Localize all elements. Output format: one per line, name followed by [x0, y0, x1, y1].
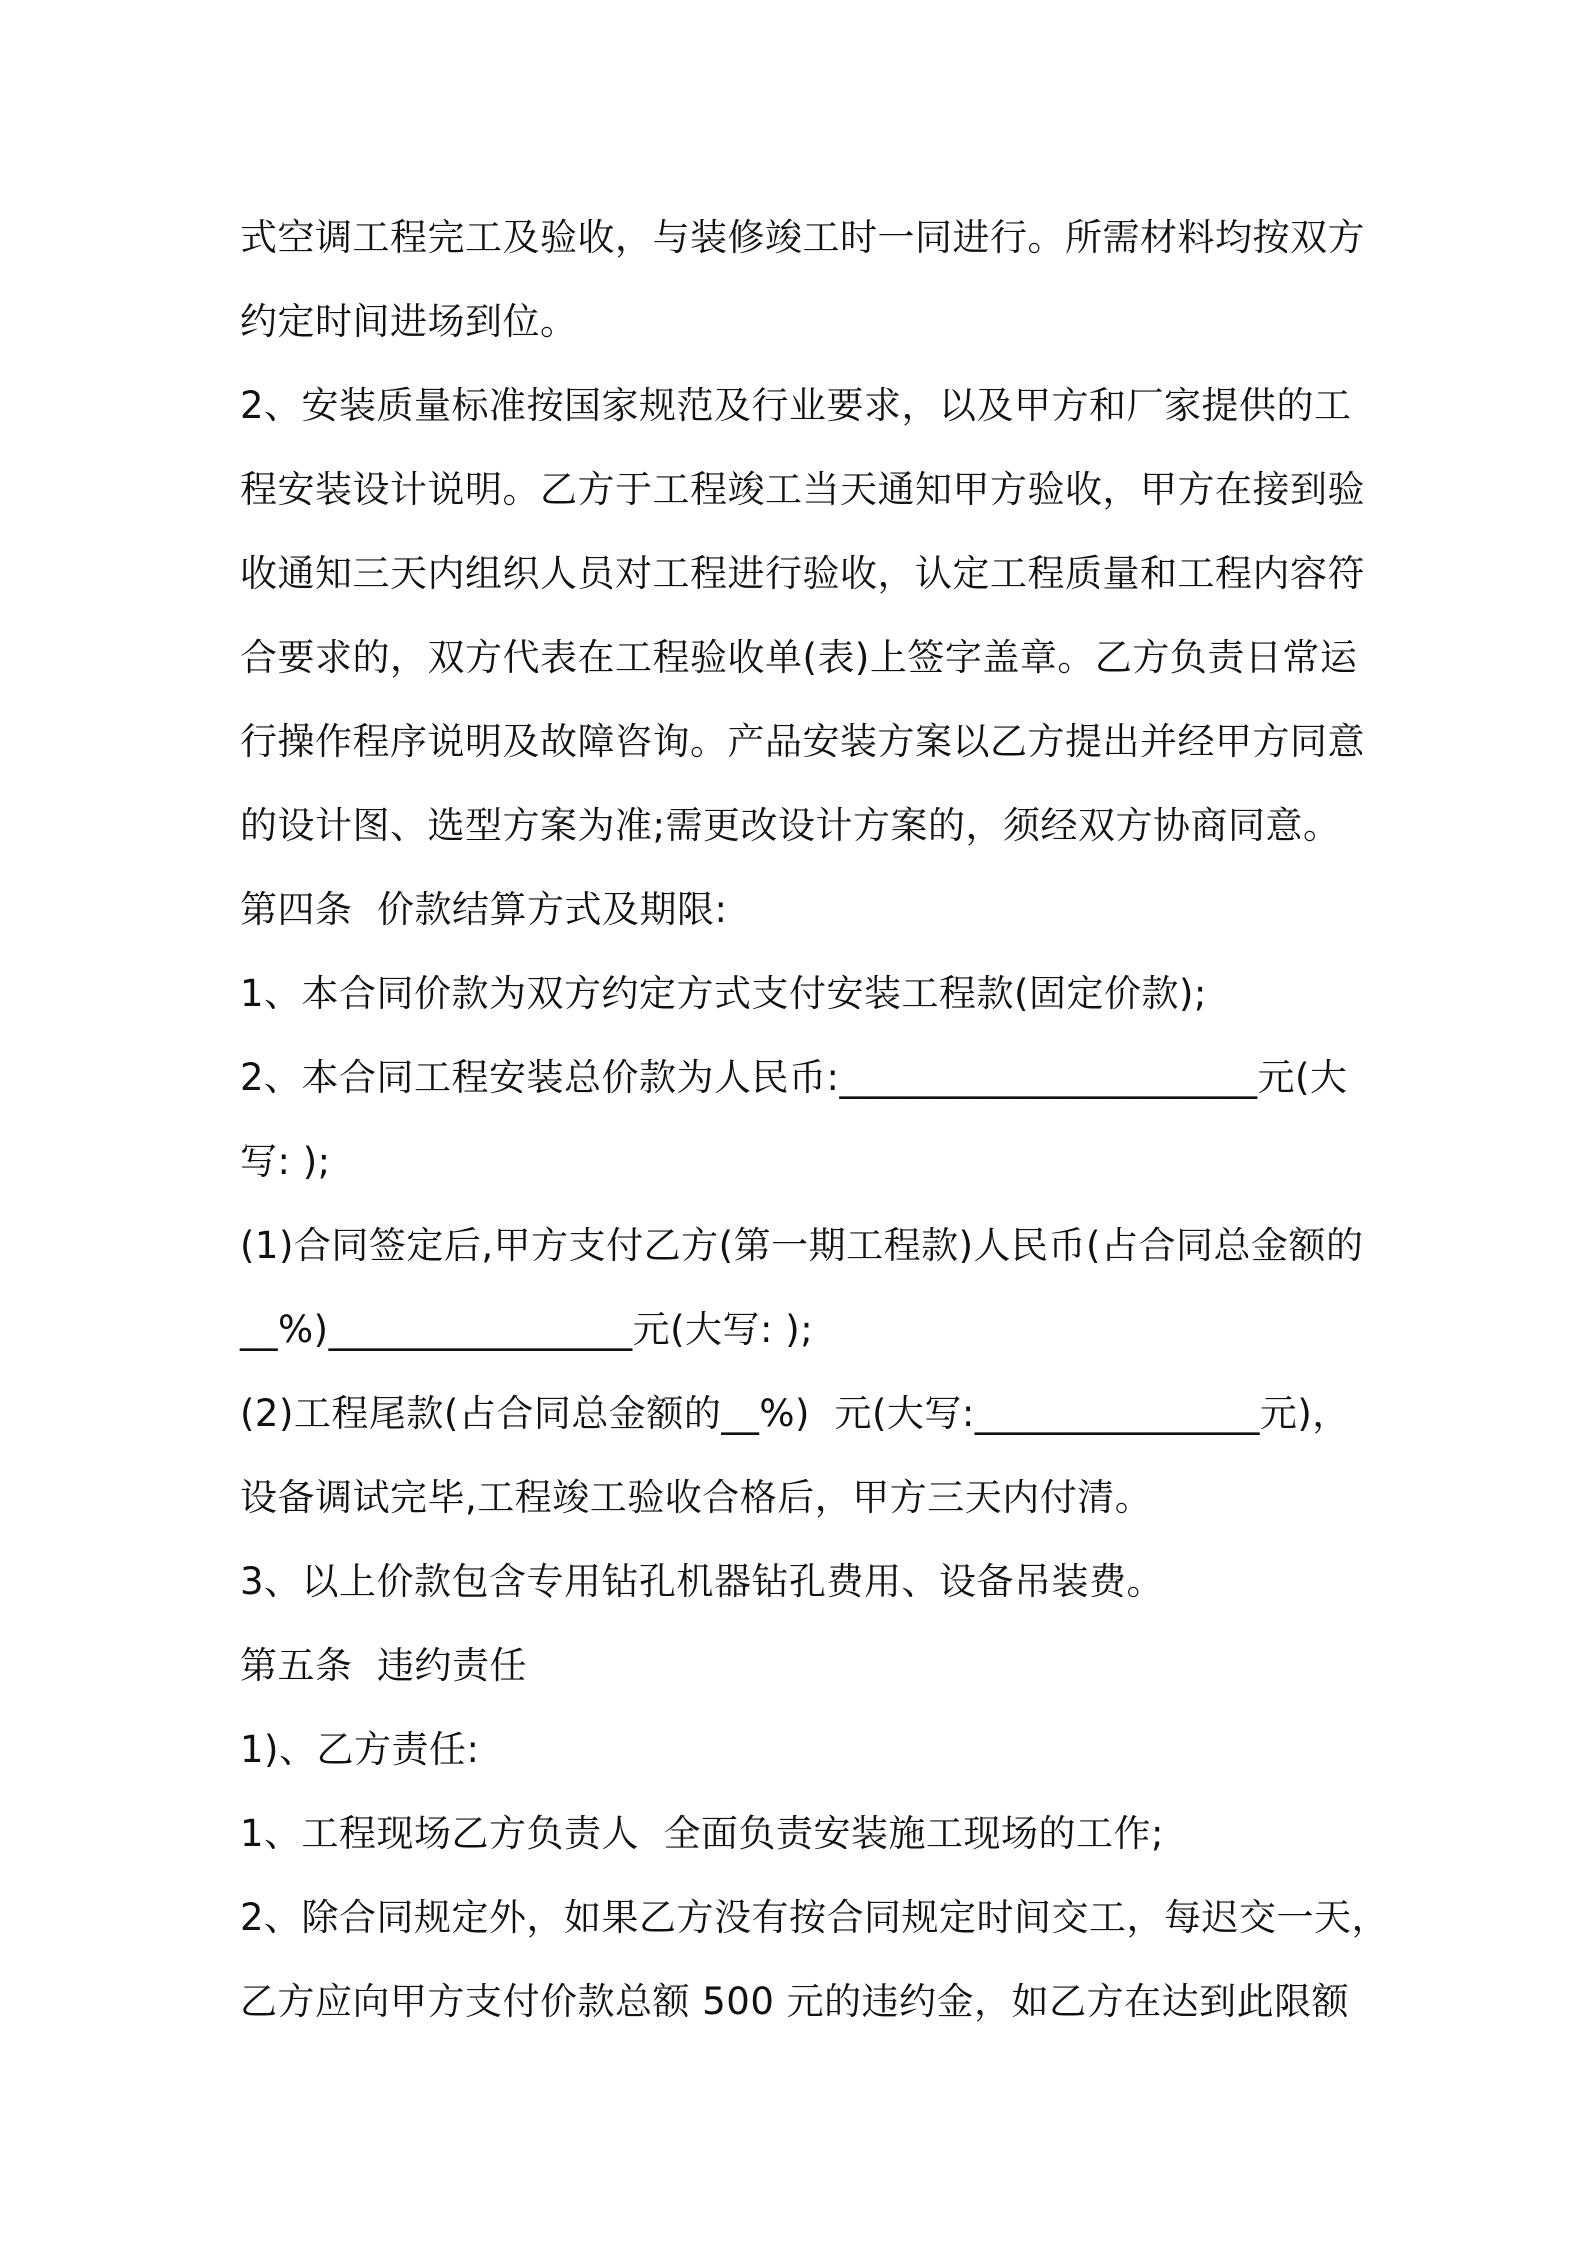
text-line: 1、工程现场乙方负责人 全面负责安装施工现场的工作; — [240, 1812, 1165, 1855]
section-heading-4: 第四条 价款结算方式及期限: — [240, 888, 728, 931]
text-line: (2)工程尾款(占合同总金额的__%) 元(大写:_______________元)， — [240, 1392, 1350, 1435]
text-line: 3、以上价款包含专用钻孔机器钻孔费用、设备吊装费。 — [240, 1560, 1165, 1603]
text-line: 2、除合同规定外，如果乙方没有按合同规定时间交工，每迟交一天， — [240, 1896, 1390, 1939]
text-line: 收通知三天内组织人员对工程进行验收，认定工程质量和工程内容符 — [240, 552, 1365, 595]
text-line: 2、本合同工程安装总价款为人民币:______________________元(大 — [240, 1056, 1348, 1099]
text-line: 合要求的，双方代表在工程验收单(表)上签字盖章。乙方负责日常运 — [240, 636, 1358, 679]
text-line: __%)________________元(大写: ); — [240, 1308, 814, 1351]
text-line: 的设计图、选型方案为准;需更改设计方案的，须经双方协商同意。 — [240, 804, 1341, 847]
text-line: 2、安装质量标准按国家规范及行业要求，以及甲方和厂家提供的工 — [240, 384, 1352, 427]
text-line: 约定时间进场到位。 — [240, 300, 578, 343]
section-heading-5: 第五条 违约责任 — [240, 1644, 528, 1687]
text-line: 写: ); — [240, 1140, 331, 1183]
text-line: 1)、乙方责任: — [240, 1728, 480, 1771]
text-line: 式空调工程完工及验收，与装修竣工时一同进行。所需材料均按双方 — [240, 216, 1365, 259]
text-line: 1、本合同价款为双方约定方式支付安装工程款(固定价款); — [240, 972, 1207, 1015]
text-line: 乙方应向甲方支付价款总额 500 元的违约金，如乙方在达到此限额 — [240, 1980, 1350, 2023]
text-line: 行操作程序说明及故障咨询。产品安装方案以乙方提出并经甲方同意 — [240, 720, 1365, 763]
text-line: 设备调试完毕,工程竣工验收合格后，甲方三天内付清。 — [240, 1476, 1153, 1519]
document-body — [240, 196, 1390, 2044]
text-line: (1)合同签定后,甲方支付乙方(第一期工程款)人民币(占合同总金额的 — [240, 1224, 1364, 1267]
text-line: 程安装设计说明。乙方于工程竣工当天通知甲方验收，甲方在接到验 — [240, 468, 1365, 511]
